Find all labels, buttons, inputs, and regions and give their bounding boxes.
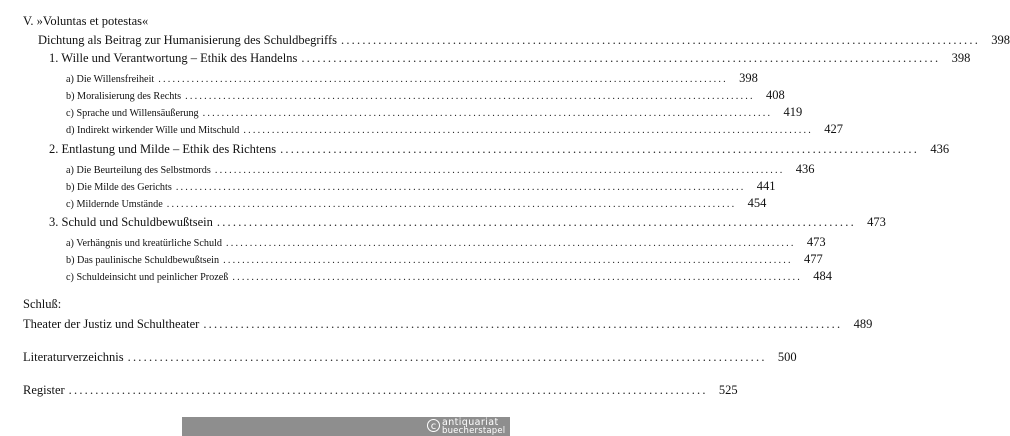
- entry-label: b) Die Milde des Gerichts: [66, 182, 172, 193]
- toc-subentry: [66, 179, 776, 193]
- entry-page: 398: [991, 33, 1010, 47]
- dot-leader: ........................................................................................................................: [185, 91, 755, 102]
- dot-leader: ........................................................................................................................: [232, 272, 803, 283]
- dot-leader: ........................................................................................................................: [341, 33, 981, 47]
- entry-label: 3. Schuld und Schuldbewußtsein: [49, 215, 213, 229]
- dot-leader: ........................................................................................................................: [203, 317, 843, 331]
- dot-leader: ........................................................................................................................: [68, 383, 708, 397]
- entry-page: 398: [739, 71, 758, 85]
- toc-entry-literatur: [23, 350, 797, 364]
- toc-subentry: [66, 269, 833, 283]
- entry-label: c) Schuldeinsicht und peinlicher Prozeß: [66, 272, 229, 283]
- entry-page: 441: [756, 179, 776, 193]
- entry-label: 1. Wille und Verantwortung – Ethik des Handelns: [49, 51, 298, 65]
- dot-leader: ........................................................................................................................: [225, 238, 796, 249]
- toc-chapter-3: [49, 215, 886, 229]
- dot-leader: ........................................................................................................................: [214, 165, 785, 176]
- entry-page: 484: [813, 269, 833, 283]
- entry-page: 408: [766, 88, 785, 102]
- entry-label: Register: [23, 383, 65, 397]
- entry-page: 427: [824, 122, 844, 136]
- watermark-logo: [427, 417, 510, 436]
- watermark-line-1: antiquariat: [442, 417, 499, 428]
- dot-leader: ........................................................................................................................: [216, 215, 856, 229]
- dot-leader: ........................................................................................................................: [175, 182, 746, 193]
- toc-subentry: [66, 196, 767, 210]
- entry-label: Theater der Justiz und Schultheater: [23, 317, 200, 331]
- entry-label: c) Mildernde Umstände: [66, 199, 163, 210]
- toc-entry-schluss: [23, 317, 873, 331]
- section-heading: V. »Voluntas et potestas«: [23, 14, 149, 28]
- dot-leader: ........................................................................................................................: [158, 74, 728, 85]
- entry-page: 473: [867, 215, 886, 229]
- entry-page: 436: [795, 162, 815, 176]
- entry-label: d) Indirekt wirkender Wille und Mitschuld: [66, 125, 240, 136]
- entry-label: a) Verhängnis und kreatürliche Schuld: [66, 238, 222, 249]
- dot-leader: ........................................................................................................................: [280, 142, 920, 156]
- entry-page: 398: [951, 51, 971, 65]
- dot-leader: ........................................................................................................................: [127, 350, 767, 364]
- toc-subentry: [66, 71, 758, 85]
- watermark-line-2: buecherstapel: [442, 426, 506, 436]
- entry-page: 454: [747, 196, 767, 210]
- entry-page: 436: [930, 142, 950, 156]
- toc-chapter-1: [49, 51, 971, 65]
- schluss-heading: Schluß:: [23, 297, 62, 311]
- entry-page: 477: [803, 252, 823, 266]
- toc-subentry: [66, 105, 803, 119]
- dot-leader: ........................................................................................................................: [202, 108, 773, 119]
- toc-subentry: [66, 88, 785, 102]
- entry-label: a) Die Willensfreiheit: [66, 74, 155, 85]
- dot-leader: ........................................................................................................................: [223, 255, 793, 266]
- toc-subentry: [66, 252, 823, 266]
- toc-entry-intro: [38, 33, 1010, 47]
- dot-leader: ........................................................................................................................: [301, 51, 941, 65]
- entry-label: b) Das paulinische Schuldbewußtsein: [66, 255, 220, 266]
- entry-label: a) Die Beurteilung des Selbstmords: [66, 165, 211, 176]
- entry-label: Dichtung als Beitrag zur Humanisierung des Schuldbegriffs: [38, 33, 338, 47]
- entry-label: c) Sprache und Willensäußerung: [66, 108, 199, 119]
- entry-page: 500: [777, 350, 797, 364]
- entry-label: b) Moralisierung des Rechts: [66, 91, 182, 102]
- toc-chapter-2: [49, 142, 950, 156]
- copyright-icon: c: [427, 419, 440, 432]
- entry-page: 489: [853, 317, 873, 331]
- dot-leader: ........................................................................................................................: [166, 199, 737, 210]
- dot-leader: ........................................................................................................................: [243, 125, 814, 136]
- toc-entry-register: [23, 383, 738, 397]
- entry-page: 473: [806, 235, 826, 249]
- toc-subentry: [66, 122, 844, 136]
- entry-label: Literaturverzeichnis: [23, 350, 124, 364]
- toc-subentry: [66, 235, 826, 249]
- entry-label: 2. Entlastung und Milde – Ethik des Richtens: [49, 142, 277, 156]
- entry-page: 419: [783, 105, 803, 119]
- toc-subentry: [66, 162, 815, 176]
- entry-page: 525: [718, 383, 738, 397]
